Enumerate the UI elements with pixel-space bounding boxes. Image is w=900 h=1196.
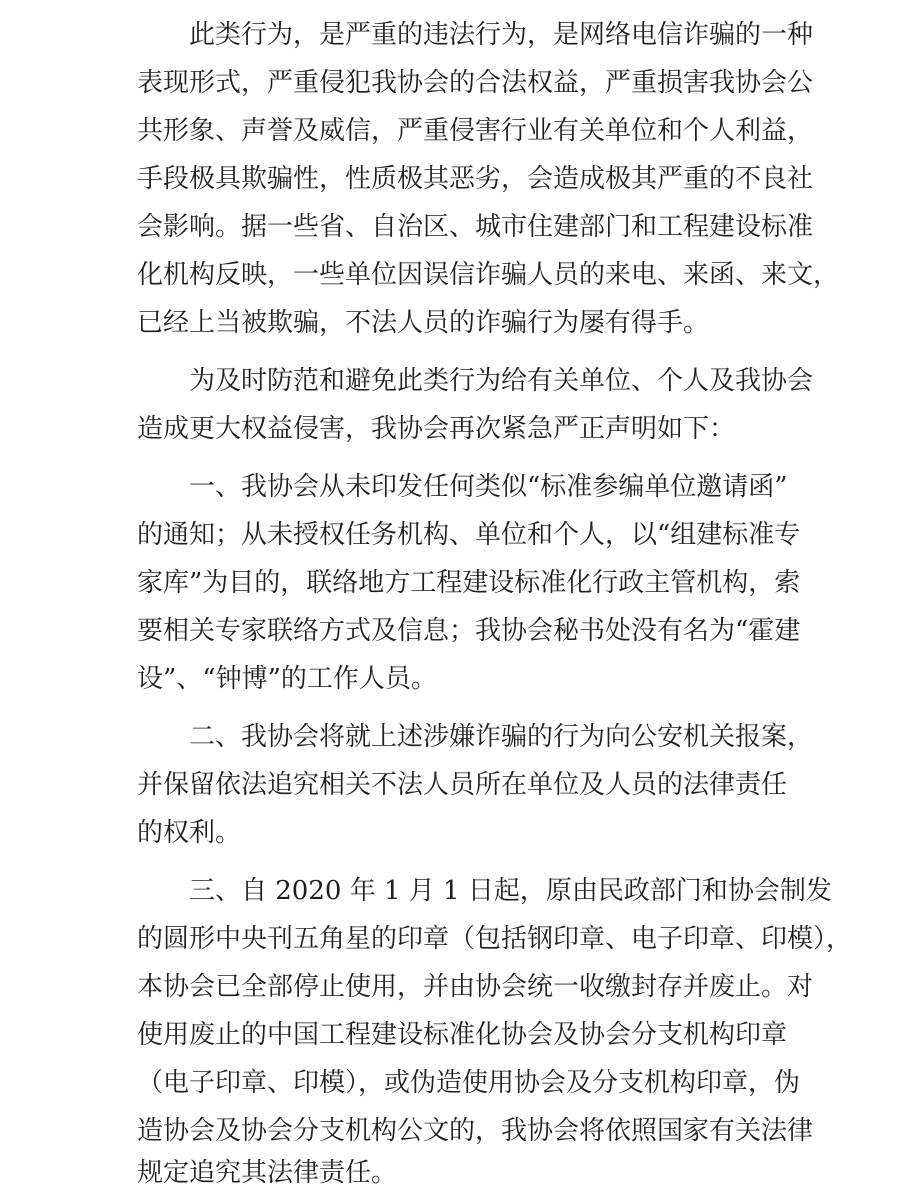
- paragraph-1-line-7: 已经上当被欺骗，不法人员的诈骗行为屡有得手。: [137, 308, 710, 338]
- paragraph-4-line-3: 的权利。: [137, 818, 242, 848]
- paragraph-5-line-1: 三、自 2020 年 1 月 1 日起，原由民政部门和协会制发: [189, 876, 832, 906]
- paragraph-1-line-1: 此类行为，是严重的违法行为，是网络电信诈骗的一种: [189, 20, 814, 50]
- paragraph-4-line-2: 并保留依法追究相关不法人员所在单位及人员的法律责任: [137, 770, 788, 800]
- paragraph-3-line-2: 的通知；从未授权任务机构、单位和个人，以“组建标准专: [137, 520, 801, 550]
- paragraph-2-line-2: 造成更大权益侵害，我协会再次紧急严正声明如下：: [137, 414, 736, 444]
- paragraph-1-line-4: 手段极具欺骗性，性质极其恶劣，会造成极其严重的不良社: [137, 164, 814, 194]
- paragraph-3-line-1: 一、我协会从未印发任何类似“标准参编单位邀请函”: [189, 472, 788, 502]
- paragraph-5-line-3: 本协会已全部停止使用，并由协会统一收缴封存并废止。对: [137, 972, 814, 1002]
- paragraph-5-line-7: 规定追究其法律责任。: [137, 1158, 398, 1188]
- paragraph-5-line-6: 造协会及协会分支机构公文的，我协会将依照国家有关法律: [137, 1116, 814, 1146]
- paragraph-5-line-5: （电子印章、印模），或伪造使用协会及分支机构印章，伪: [137, 1068, 801, 1098]
- paragraph-3-line-3: 家库”为目的，联络地方工程建设标准化行政主管机构，索: [137, 568, 801, 598]
- paragraph-1-line-3: 共形象、声誉及威信，严重侵害行业有关单位和个人利益，: [137, 116, 814, 146]
- paragraph-3-line-4: 要相关专家联络方式及信息；我协会秘书处没有名为“霍建: [137, 616, 801, 646]
- paragraph-4-line-1: 二、我协会将就上述涉嫌诈骗的行为向公安机关报案，: [189, 722, 814, 752]
- paragraph-3-line-5: 设”、“钟博”的工作人员。: [137, 664, 437, 694]
- paragraph-1-line-6: 化机构反映，一些单位因误信诈骗人员的来电、来函、来文，: [137, 260, 840, 290]
- paragraph-1-line-5: 会影响。据一些省、自治区、城市住建部门和工程建设标准: [137, 212, 814, 242]
- paragraph-2-line-1: 为及时防范和避免此类行为给有关单位、个人及我协会: [189, 366, 814, 396]
- paragraph-5-line-4: 使用废止的中国工程建设标准化协会及协会分支机构印章: [137, 1020, 788, 1050]
- paragraph-1-line-2: 表现形式，严重侵犯我协会的合法权益，严重损害我协会公: [137, 68, 814, 98]
- paragraph-5-line-2: 的圆形中央刊五角星的印章（包括钢印章、电子印章、印模），: [137, 924, 853, 954]
